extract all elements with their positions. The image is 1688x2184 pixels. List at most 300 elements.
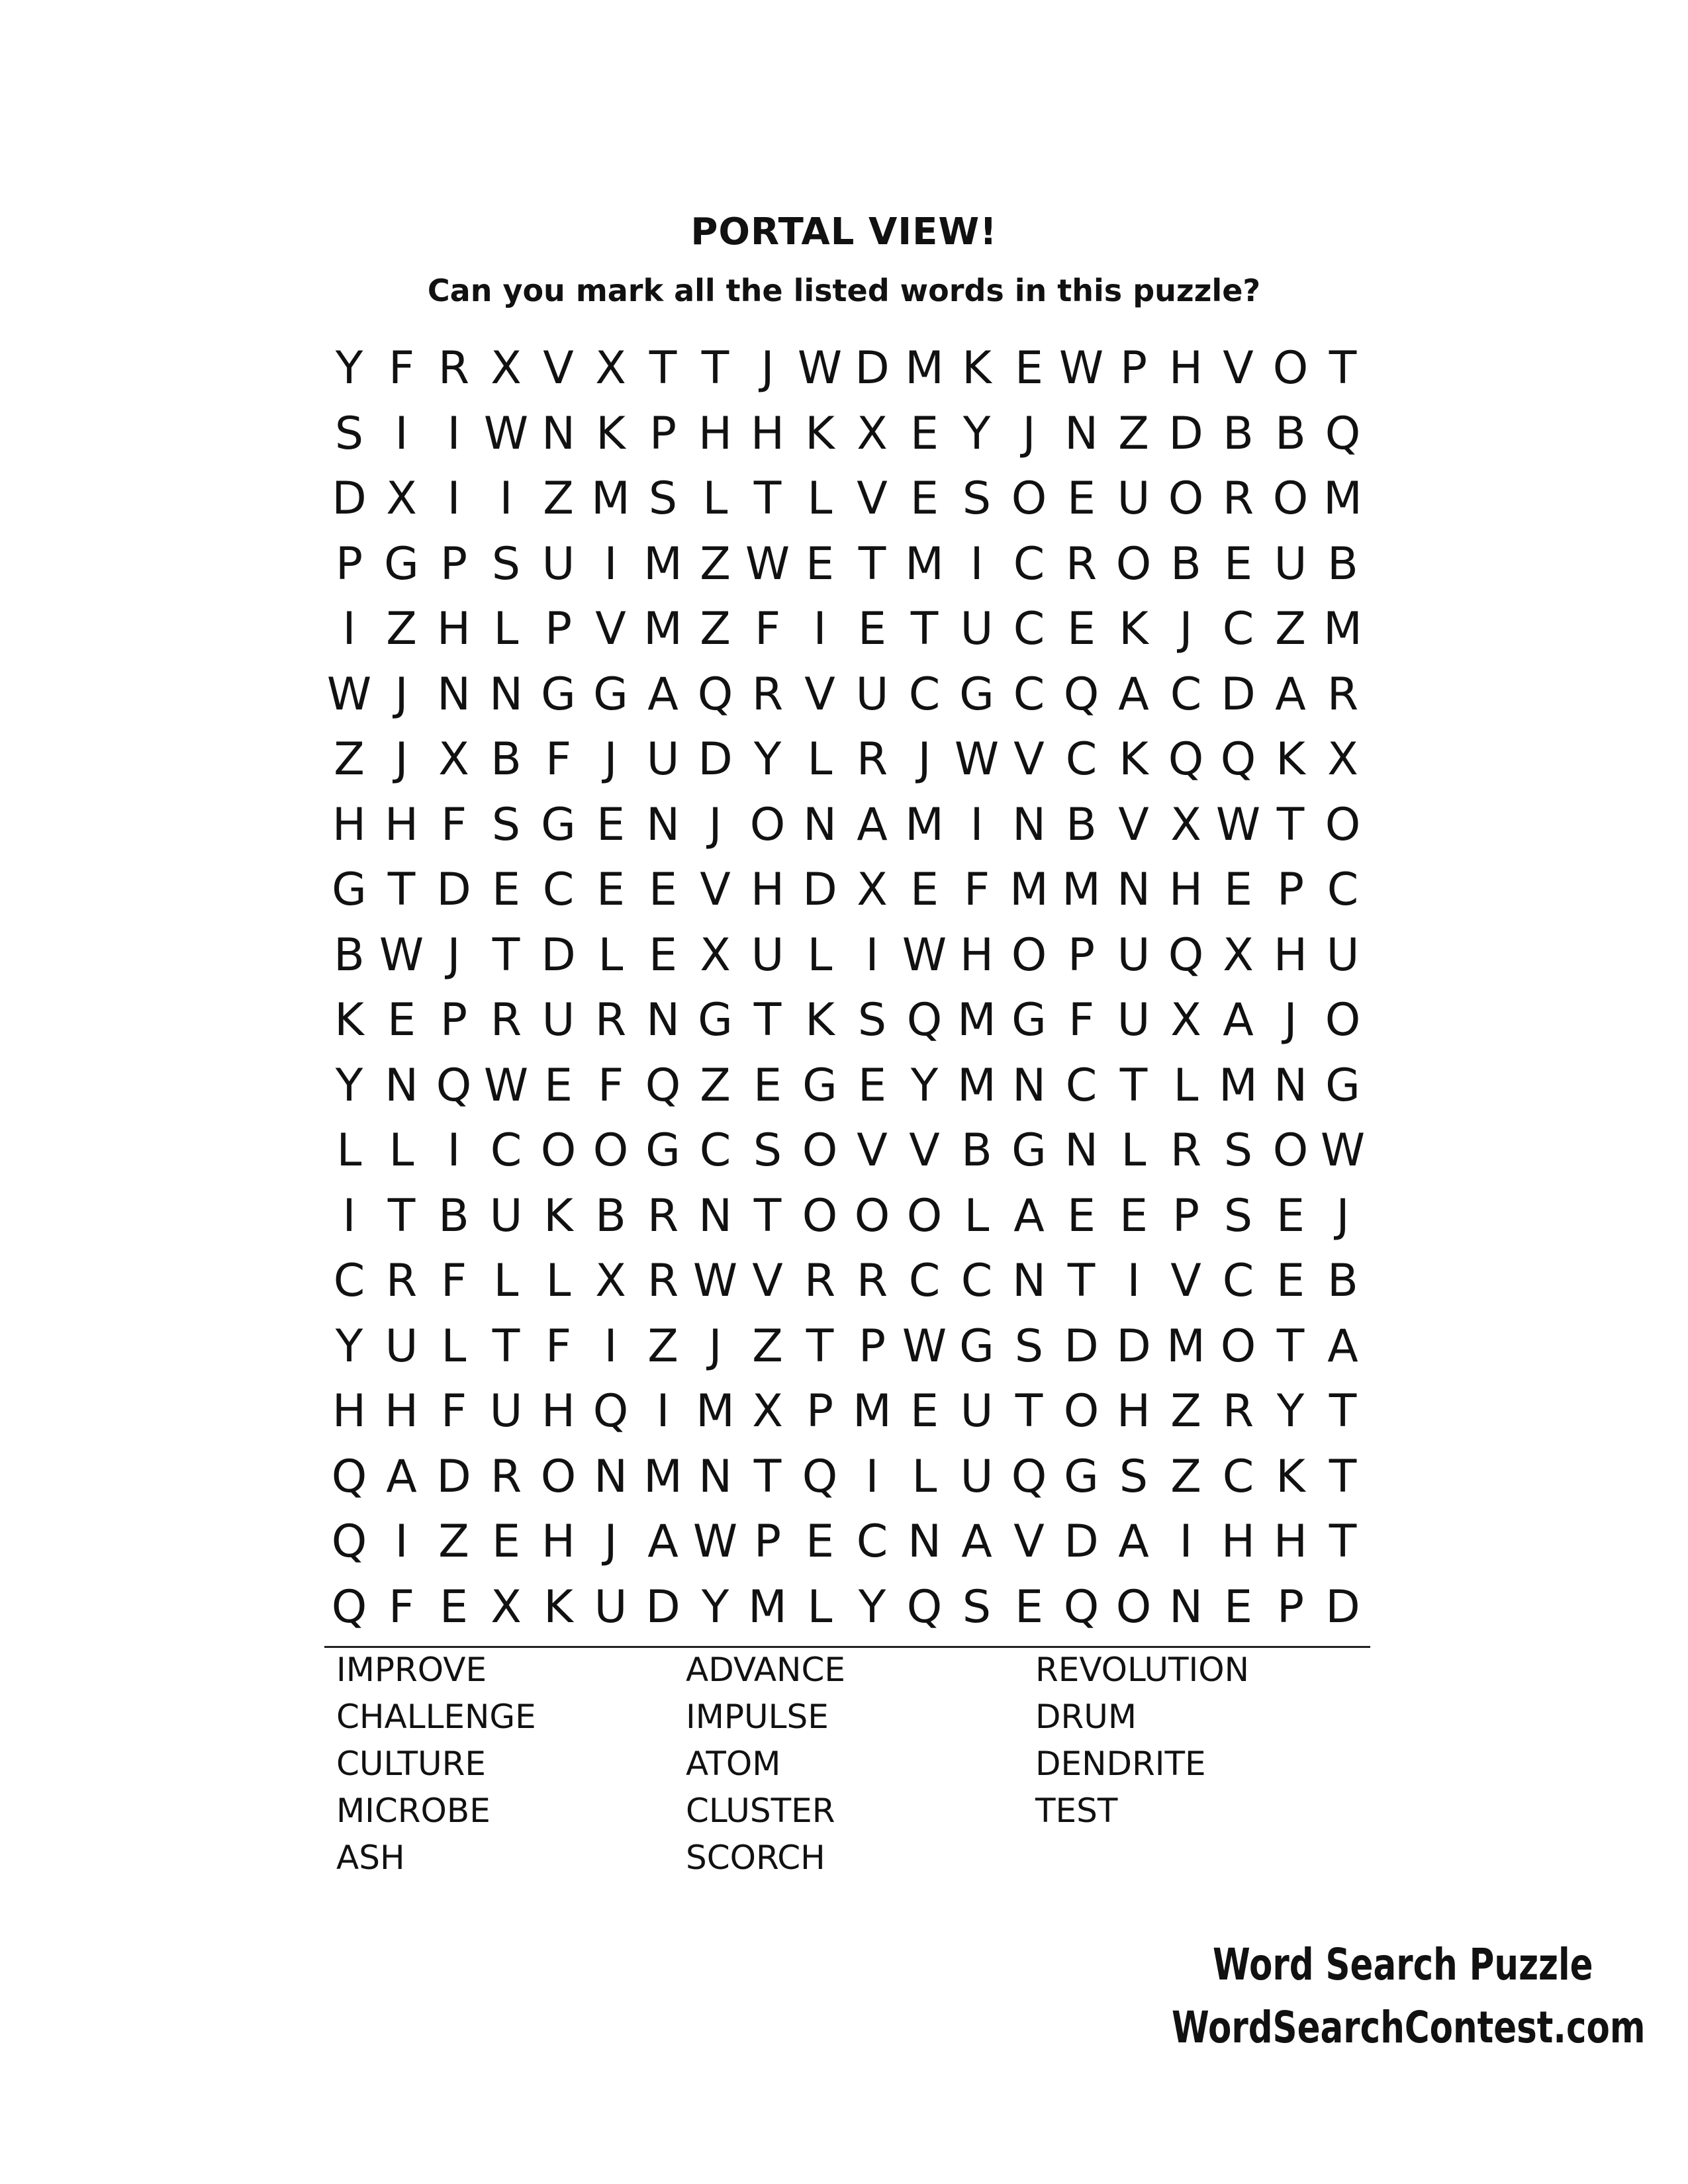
grid-letter[interactable]: I: [1179, 1516, 1193, 1568]
grid-letter[interactable]: D: [332, 473, 367, 525]
grid-letter[interactable]: Y: [1276, 1385, 1305, 1437]
grid-letter[interactable]: V: [543, 342, 574, 394]
grid-letter[interactable]: D: [1168, 407, 1203, 460]
grid-letter[interactable]: H: [750, 407, 785, 460]
grid-letter[interactable]: W: [954, 733, 1000, 786]
grid-letter[interactable]: F: [545, 733, 572, 786]
grid-letter[interactable]: V: [857, 1124, 888, 1177]
grid-letter[interactable]: Q: [906, 1580, 943, 1633]
grid-letter[interactable]: Z: [386, 603, 417, 655]
grid-letter[interactable]: W: [483, 1059, 529, 1112]
grid-letter[interactable]: P: [753, 1516, 781, 1568]
grid-letter[interactable]: G: [332, 864, 367, 916]
grid-letter[interactable]: E: [910, 864, 939, 916]
grid-letter[interactable]: C: [1222, 603, 1254, 655]
grid-letter[interactable]: R: [804, 1255, 836, 1307]
grid-letter[interactable]: S: [1014, 1320, 1044, 1373]
grid-letter[interactable]: W: [1058, 342, 1104, 394]
grid-letter[interactable]: U: [960, 1450, 994, 1503]
grid-letter[interactable]: I: [604, 537, 618, 590]
grid-letter[interactable]: C: [333, 1255, 365, 1307]
grid-letter[interactable]: P: [649, 407, 677, 460]
grid-letter[interactable]: V: [595, 603, 626, 655]
grid-letter[interactable]: Q: [1325, 407, 1361, 460]
grid-letter[interactable]: P: [806, 1385, 833, 1437]
grid-letter[interactable]: E: [910, 1385, 939, 1437]
grid-letter[interactable]: Q: [1168, 929, 1204, 981]
grid-letter[interactable]: E: [1224, 864, 1252, 916]
grid-letter[interactable]: E: [544, 1059, 573, 1112]
grid-letter[interactable]: U: [541, 537, 575, 590]
grid-letter[interactable]: F: [545, 1320, 572, 1373]
grid-letter[interactable]: P: [440, 537, 467, 590]
grid-letter[interactable]: Y: [962, 407, 991, 460]
grid-letter[interactable]: K: [805, 994, 835, 1046]
grid-letter[interactable]: Z: [1170, 1450, 1201, 1503]
grid-letter[interactable]: X: [1327, 733, 1358, 786]
grid-letter[interactable]: W: [1320, 1124, 1366, 1177]
grid-letter[interactable]: K: [962, 342, 992, 394]
grid-letter[interactable]: D: [855, 342, 890, 394]
grid-letter[interactable]: M: [1166, 1320, 1205, 1373]
grid-letter[interactable]: Z: [1118, 407, 1149, 460]
grid-letter[interactable]: D: [645, 1580, 680, 1633]
grid-letter[interactable]: N: [698, 1189, 732, 1242]
grid-letter[interactable]: W: [692, 1255, 738, 1307]
grid-letter[interactable]: T: [753, 473, 782, 525]
grid-letter[interactable]: W: [902, 929, 947, 981]
grid-letter[interactable]: O: [802, 1124, 838, 1177]
grid-letter[interactable]: U: [1117, 994, 1150, 1046]
grid-letter[interactable]: V: [857, 473, 888, 525]
grid-letter[interactable]: Z: [700, 1059, 731, 1112]
grid-letter[interactable]: M: [957, 1059, 996, 1112]
grid-letter[interactable]: X: [386, 473, 417, 525]
grid-letter[interactable]: O: [854, 1189, 890, 1242]
grid-letter[interactable]: O: [802, 1189, 838, 1242]
grid-letter[interactable]: U: [646, 733, 680, 786]
grid-letter[interactable]: M: [643, 603, 682, 655]
grid-letter[interactable]: Q: [802, 1450, 838, 1503]
grid-letter[interactable]: J: [395, 733, 408, 786]
grid-letter[interactable]: X: [857, 864, 888, 916]
grid-letter[interactable]: H: [1221, 1516, 1256, 1568]
grid-letter[interactable]: R: [1222, 473, 1254, 525]
grid-letter[interactable]: D: [1064, 1320, 1099, 1373]
grid-letter[interactable]: M: [1323, 603, 1362, 655]
grid-letter[interactable]: J: [1284, 994, 1297, 1046]
grid-letter[interactable]: I: [499, 473, 513, 525]
grid-letter[interactable]: L: [336, 1124, 362, 1177]
grid-letter[interactable]: M: [853, 1385, 892, 1437]
grid-letter[interactable]: A: [857, 798, 888, 851]
grid-letter[interactable]: Q: [1063, 1580, 1100, 1633]
grid-letter[interactable]: W: [745, 537, 790, 590]
grid-letter[interactable]: O: [1115, 537, 1152, 590]
grid-letter[interactable]: E: [1067, 603, 1096, 655]
grid-letter[interactable]: L: [493, 603, 519, 655]
grid-letter[interactable]: T: [1329, 342, 1357, 394]
grid-letter[interactable]: H: [541, 1385, 576, 1437]
grid-letter[interactable]: I: [342, 603, 356, 655]
grid-letter[interactable]: G: [541, 668, 576, 721]
grid-letter[interactable]: R: [438, 342, 470, 394]
grid-letter[interactable]: O: [1272, 473, 1309, 525]
grid-letter[interactable]: H: [436, 603, 471, 655]
grid-letter[interactable]: C: [1013, 603, 1045, 655]
grid-letter[interactable]: E: [806, 1516, 834, 1568]
grid-letter[interactable]: E: [1067, 473, 1096, 525]
grid-letter[interactable]: X: [700, 929, 731, 981]
grid-letter[interactable]: Q: [592, 1385, 629, 1437]
grid-letter[interactable]: D: [436, 1450, 471, 1503]
grid-letter[interactable]: S: [1119, 1450, 1149, 1503]
grid-letter[interactable]: T: [1067, 1255, 1096, 1307]
grid-letter[interactable]: Y: [858, 1580, 886, 1633]
grid-letter[interactable]: I: [447, 1124, 461, 1177]
grid-letter[interactable]: Q: [331, 1516, 367, 1568]
grid-letter[interactable]: Z: [700, 603, 731, 655]
grid-letter[interactable]: N: [803, 798, 837, 851]
grid-letter[interactable]: X: [857, 407, 888, 460]
grid-letter[interactable]: I: [604, 1320, 618, 1373]
grid-letter[interactable]: T: [753, 1450, 782, 1503]
grid-letter[interactable]: T: [1276, 1320, 1305, 1373]
grid-letter[interactable]: X: [595, 342, 626, 394]
grid-letter[interactable]: I: [865, 1450, 879, 1503]
grid-letter[interactable]: T: [910, 603, 939, 655]
grid-letter[interactable]: H: [332, 1385, 367, 1437]
grid-letter[interactable]: N: [646, 798, 680, 851]
grid-letter[interactable]: N: [646, 994, 680, 1046]
grid-letter[interactable]: J: [447, 929, 461, 981]
grid-letter[interactable]: P: [1276, 864, 1304, 916]
grid-letter[interactable]: N: [541, 407, 575, 460]
grid-letter[interactable]: T: [753, 994, 782, 1046]
grid-letter[interactable]: E: [1015, 1580, 1043, 1633]
grid-letter[interactable]: A: [1275, 668, 1306, 721]
grid-letter[interactable]: M: [591, 473, 630, 525]
grid-letter[interactable]: C: [542, 864, 575, 916]
grid-letter[interactable]: B: [961, 1124, 992, 1177]
grid-letter[interactable]: R: [1327, 668, 1359, 721]
grid-letter[interactable]: J: [1022, 407, 1036, 460]
grid-letter[interactable]: F: [388, 1580, 415, 1633]
grid-letter[interactable]: G: [698, 994, 733, 1046]
grid-letter[interactable]: N: [908, 1516, 941, 1568]
grid-letter[interactable]: U: [1326, 929, 1360, 981]
grid-letter[interactable]: X: [595, 1255, 626, 1307]
grid-letter[interactable]: E: [596, 798, 625, 851]
grid-letter[interactable]: M: [1219, 1059, 1258, 1112]
grid-letter[interactable]: H: [384, 798, 419, 851]
grid-letter[interactable]: H: [1273, 929, 1308, 981]
grid-letter[interactable]: F: [440, 1385, 467, 1437]
grid-letter[interactable]: T: [1329, 1385, 1357, 1437]
grid-letter[interactable]: G: [959, 668, 994, 721]
grid-letter[interactable]: R: [490, 1450, 522, 1503]
grid-letter[interactable]: I: [970, 537, 984, 590]
grid-letter[interactable]: S: [648, 473, 678, 525]
grid-letter[interactable]: O: [1063, 1385, 1100, 1437]
grid-letter[interactable]: I: [865, 929, 879, 981]
grid-letter[interactable]: L: [964, 1189, 990, 1242]
grid-letter[interactable]: F: [388, 342, 415, 394]
grid-letter[interactable]: J: [917, 733, 931, 786]
grid-letter[interactable]: M: [905, 798, 944, 851]
grid-letter[interactable]: B: [1275, 407, 1306, 460]
grid-letter[interactable]: F: [597, 1059, 624, 1112]
grid-letter[interactable]: H: [541, 1516, 576, 1568]
grid-letter[interactable]: E: [649, 864, 677, 916]
grid-letter[interactable]: P: [1276, 1580, 1304, 1633]
grid-letter[interactable]: H: [1168, 864, 1203, 916]
grid-letter[interactable]: A: [386, 1450, 417, 1503]
grid-letter[interactable]: X: [1223, 929, 1254, 981]
grid-letter[interactable]: D: [436, 864, 471, 916]
grid-letter[interactable]: U: [960, 603, 994, 655]
grid-letter[interactable]: R: [1065, 537, 1098, 590]
grid-letter[interactable]: P: [335, 537, 363, 590]
grid-letter[interactable]: Y: [335, 342, 363, 394]
grid-letter[interactable]: T: [387, 864, 416, 916]
grid-letter[interactable]: S: [962, 473, 992, 525]
grid-letter[interactable]: V: [1223, 342, 1254, 394]
grid-letter[interactable]: C: [1013, 537, 1045, 590]
grid-letter[interactable]: V: [909, 1124, 940, 1177]
grid-letter[interactable]: C: [961, 1255, 993, 1307]
grid-letter[interactable]: F: [754, 603, 781, 655]
grid-letter[interactable]: R: [490, 994, 522, 1046]
grid-letter[interactable]: H: [1273, 1516, 1308, 1568]
grid-letter[interactable]: M: [643, 537, 682, 590]
grid-letter[interactable]: E: [806, 537, 834, 590]
grid-letter[interactable]: K: [543, 1580, 573, 1633]
grid-letter[interactable]: Q: [331, 1580, 367, 1633]
grid-letter[interactable]: D: [1221, 668, 1256, 721]
grid-letter[interactable]: C: [1222, 1255, 1254, 1307]
grid-letter[interactable]: H: [332, 798, 367, 851]
grid-letter[interactable]: A: [647, 1516, 679, 1568]
grid-letter[interactable]: X: [491, 1580, 522, 1633]
grid-letter[interactable]: W: [902, 1320, 947, 1373]
grid-letter[interactable]: C: [908, 1255, 941, 1307]
grid-letter[interactable]: V: [1118, 798, 1149, 851]
grid-letter[interactable]: Z: [752, 1320, 783, 1373]
grid-letter[interactable]: N: [1169, 1580, 1203, 1633]
grid-letter[interactable]: I: [656, 1385, 670, 1437]
grid-letter[interactable]: W: [326, 668, 372, 721]
grid-letter[interactable]: T: [1119, 1059, 1148, 1112]
grid-letter[interactable]: J: [708, 798, 722, 851]
grid-letter[interactable]: L: [598, 929, 624, 981]
grid-letter[interactable]: M: [957, 994, 996, 1046]
grid-letter[interactable]: W: [1215, 798, 1261, 851]
grid-letter[interactable]: F: [1068, 994, 1095, 1046]
grid-letter[interactable]: Y: [910, 1059, 939, 1112]
grid-letter[interactable]: H: [750, 864, 785, 916]
grid-letter[interactable]: Q: [1011, 1450, 1047, 1503]
grid-letter[interactable]: Y: [701, 1580, 729, 1633]
grid-letter[interactable]: P: [1119, 342, 1147, 394]
grid-letter[interactable]: N: [1012, 798, 1046, 851]
grid-letter[interactable]: I: [447, 407, 461, 460]
grid-letter[interactable]: M: [905, 342, 944, 394]
grid-letter[interactable]: J: [1336, 1189, 1350, 1242]
grid-letter[interactable]: B: [438, 1189, 469, 1242]
grid-letter[interactable]: C: [1065, 733, 1098, 786]
grid-letter[interactable]: S: [962, 1580, 992, 1633]
grid-letter[interactable]: V: [1013, 1516, 1045, 1568]
grid-letter[interactable]: S: [491, 537, 521, 590]
grid-letter[interactable]: M: [905, 537, 944, 590]
grid-letter[interactable]: I: [447, 473, 461, 525]
grid-letter[interactable]: X: [438, 733, 469, 786]
grid-letter[interactable]: E: [753, 1059, 782, 1112]
grid-letter[interactable]: S: [857, 994, 887, 1046]
grid-letter[interactable]: U: [855, 668, 889, 721]
grid-letter[interactable]: R: [1222, 1385, 1254, 1437]
grid-letter[interactable]: N: [489, 668, 523, 721]
grid-letter[interactable]: R: [647, 1189, 679, 1242]
grid-letter[interactable]: X: [491, 342, 522, 394]
grid-letter[interactable]: J: [604, 1516, 618, 1568]
grid-letter[interactable]: E: [492, 864, 520, 916]
grid-letter[interactable]: I: [395, 407, 408, 460]
grid-letter[interactable]: R: [385, 1255, 418, 1307]
grid-letter[interactable]: I: [395, 1516, 408, 1568]
grid-letter[interactable]: E: [1224, 1580, 1252, 1633]
grid-letter[interactable]: Q: [331, 1450, 367, 1503]
grid-letter[interactable]: N: [385, 1059, 418, 1112]
grid-letter[interactable]: D: [802, 864, 837, 916]
grid-letter[interactable]: I: [342, 1189, 356, 1242]
grid-letter[interactable]: E: [596, 864, 625, 916]
grid-letter[interactable]: Z: [334, 733, 365, 786]
grid-letter[interactable]: B: [1223, 407, 1254, 460]
grid-letter[interactable]: M: [643, 1450, 682, 1503]
grid-letter[interactable]: Z: [1275, 603, 1306, 655]
grid-letter[interactable]: U: [1117, 929, 1150, 981]
grid-letter[interactable]: O: [1325, 994, 1361, 1046]
grid-letter[interactable]: W: [483, 407, 529, 460]
grid-letter[interactable]: G: [1011, 994, 1047, 1046]
grid-letter[interactable]: P: [440, 994, 467, 1046]
grid-letter[interactable]: T: [387, 1189, 416, 1242]
grid-letter[interactable]: K: [1276, 1450, 1305, 1503]
grid-letter[interactable]: U: [751, 929, 784, 981]
grid-letter[interactable]: K: [805, 407, 835, 460]
grid-letter[interactable]: T: [1015, 1385, 1043, 1437]
grid-letter[interactable]: Y: [753, 733, 782, 786]
grid-letter[interactable]: T: [1329, 1450, 1357, 1503]
grid-letter[interactable]: U: [1274, 537, 1307, 590]
grid-letter[interactable]: M: [1009, 864, 1049, 916]
grid-letter[interactable]: G: [802, 1059, 837, 1112]
grid-letter[interactable]: N: [594, 1450, 628, 1503]
grid-letter[interactable]: E: [1067, 1189, 1096, 1242]
grid-letter[interactable]: E: [387, 994, 416, 1046]
grid-letter[interactable]: K: [334, 994, 364, 1046]
grid-letter[interactable]: T: [806, 1320, 834, 1373]
grid-letter[interactable]: B: [1170, 537, 1201, 590]
grid-letter[interactable]: S: [753, 1124, 782, 1177]
grid-letter[interactable]: K: [543, 1189, 573, 1242]
grid-letter[interactable]: U: [385, 1320, 418, 1373]
grid-letter[interactable]: L: [389, 1124, 414, 1177]
grid-letter[interactable]: A: [1118, 668, 1149, 721]
grid-letter[interactable]: Q: [1168, 733, 1204, 786]
grid-letter[interactable]: G: [384, 537, 419, 590]
grid-letter[interactable]: D: [1325, 1580, 1360, 1633]
grid-letter[interactable]: W: [379, 929, 424, 981]
grid-letter[interactable]: O: [1115, 1580, 1152, 1633]
grid-letter[interactable]: F: [440, 798, 467, 851]
grid-letter[interactable]: B: [491, 733, 522, 786]
grid-letter[interactable]: U: [541, 994, 575, 1046]
grid-letter[interactable]: N: [1064, 1124, 1098, 1177]
grid-letter[interactable]: X: [1170, 994, 1201, 1046]
grid-letter[interactable]: N: [1117, 864, 1150, 916]
grid-letter[interactable]: U: [489, 1189, 523, 1242]
grid-letter[interactable]: D: [1064, 1516, 1099, 1568]
grid-letter[interactable]: L: [493, 1255, 519, 1307]
grid-letter[interactable]: W: [797, 342, 843, 394]
grid-letter[interactable]: I: [813, 603, 827, 655]
grid-letter[interactable]: O: [1325, 798, 1361, 851]
grid-letter[interactable]: S: [334, 407, 364, 460]
grid-letter[interactable]: O: [1272, 342, 1309, 394]
grid-letter[interactable]: G: [1011, 1124, 1047, 1177]
grid-letter[interactable]: K: [596, 407, 626, 460]
grid-letter[interactable]: J: [761, 342, 774, 394]
grid-letter[interactable]: G: [1064, 1450, 1099, 1503]
grid-letter[interactable]: P: [858, 1320, 886, 1373]
grid-letter[interactable]: C: [699, 1124, 731, 1177]
grid-letter[interactable]: V: [1170, 1255, 1201, 1307]
grid-letter[interactable]: G: [541, 798, 576, 851]
grid-letter[interactable]: R: [594, 994, 627, 1046]
grid-letter[interactable]: G: [593, 668, 628, 721]
grid-letter[interactable]: N: [1274, 1059, 1307, 1112]
grid-letter[interactable]: M: [1323, 473, 1362, 525]
grid-letter[interactable]: Q: [1063, 668, 1100, 721]
grid-letter[interactable]: S: [491, 798, 521, 851]
grid-letter[interactable]: N: [437, 668, 471, 721]
grid-letter[interactable]: G: [1325, 1059, 1360, 1112]
grid-letter[interactable]: S: [1223, 1124, 1253, 1177]
grid-letter[interactable]: D: [1116, 1320, 1151, 1373]
grid-letter[interactable]: L: [1121, 1124, 1147, 1177]
grid-letter[interactable]: L: [807, 929, 833, 981]
grid-letter[interactable]: L: [807, 1580, 833, 1633]
grid-letter[interactable]: Y: [335, 1320, 363, 1373]
grid-letter[interactable]: E: [1276, 1189, 1305, 1242]
grid-letter[interactable]: J: [395, 668, 408, 721]
grid-letter[interactable]: L: [807, 473, 833, 525]
grid-letter[interactable]: T: [492, 1320, 520, 1373]
grid-letter[interactable]: H: [959, 929, 994, 981]
grid-letter[interactable]: O: [1011, 473, 1047, 525]
grid-letter[interactable]: O: [1220, 1320, 1256, 1373]
grid-letter[interactable]: T: [858, 537, 886, 590]
grid-letter[interactable]: G: [645, 1124, 680, 1177]
grid-letter[interactable]: O: [1011, 929, 1047, 981]
grid-letter[interactable]: R: [647, 1255, 679, 1307]
grid-letter[interactable]: T: [753, 1189, 782, 1242]
grid-letter[interactable]: W: [692, 1516, 738, 1568]
grid-letter[interactable]: E: [910, 407, 939, 460]
